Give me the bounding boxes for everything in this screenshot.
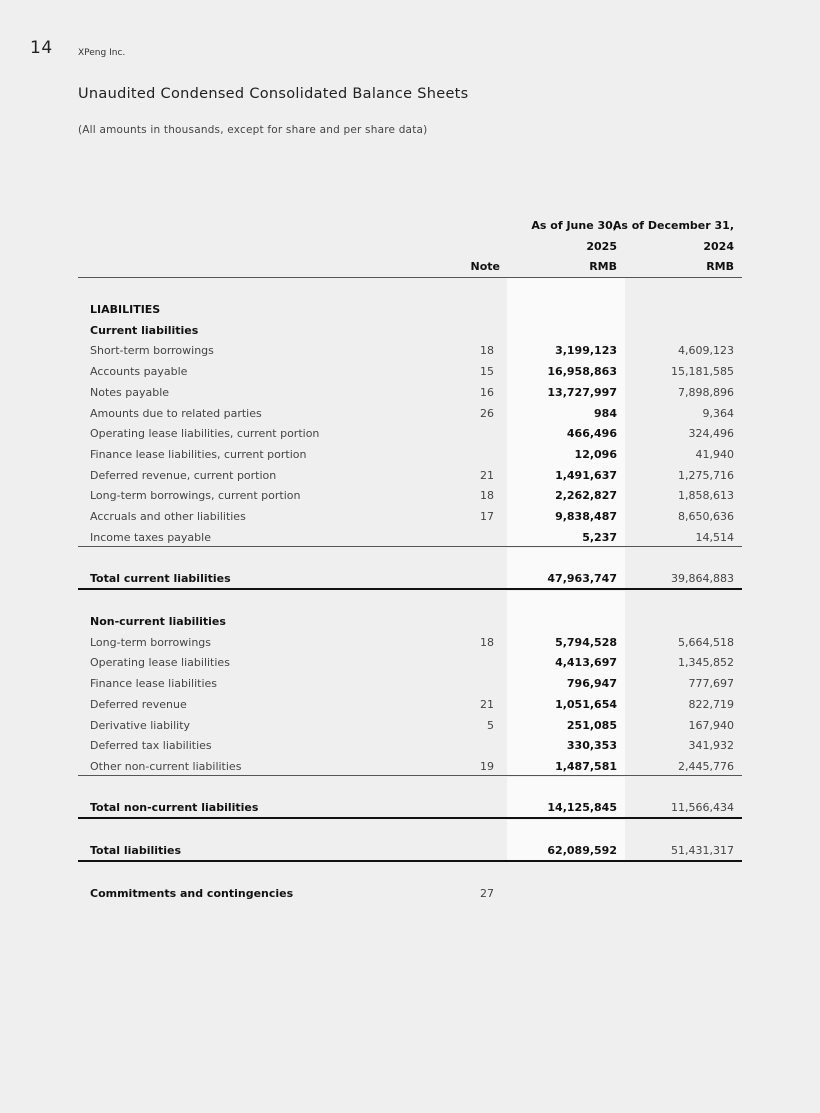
company-name: XPeng Inc. [78,48,126,58]
row-value-2025: 251,085 [566,718,617,732]
balance-sheet-table [78,216,742,916]
table-row [78,736,742,757]
page-title: Unaudited Condensed Consolidated Balance Sheets [78,86,469,102]
row-value-2024: 1,858,613 [678,489,734,503]
row-value-2025: 4,413,697 [555,656,617,670]
row-value-2024: 39,864,883 [671,572,734,585]
row-label: Notes payable [90,385,170,399]
table-row [78,466,742,487]
row-value-2024: 1,275,716 [678,468,734,482]
row-value-2025: 5,794,528 [555,635,617,649]
row-value-2025: 984 [594,406,617,420]
row-value-2025: 12,096 [574,447,617,461]
table-row [78,633,742,654]
row-label: Finance lease liabilities, current portion [90,447,307,461]
header-2024-line2: 2024 [703,239,734,253]
table-row-total [78,569,742,590]
table-row [78,341,742,362]
table-row [78,383,742,404]
table-row [78,362,742,383]
row-value-2024: 15,181,585 [671,365,734,379]
row-label: Total current liabilities [90,572,231,585]
row-value-2025: 13,727,997 [547,385,617,399]
row-value-2025: 14,125,845 [547,801,617,814]
row-value-2025: 16,958,863 [547,365,617,379]
row-value-2024: 4,609,123 [678,344,734,358]
row-value-2024: 11,566,434 [671,801,734,814]
page-subtitle: (All amounts in thousands, except for share and per share data) [78,124,428,136]
row-note: 15 [480,365,494,379]
table-row-total [78,798,742,819]
row-label: Operating lease liabilities, current portion [90,427,320,441]
header-row-2 [78,237,742,258]
table-row [78,716,742,737]
row-value-2024: 822,719 [688,697,734,711]
row-label: Accounts payable [90,365,188,379]
row-label: Deferred revenue, current portion [90,468,277,482]
row-value-2024: 14,514 [695,530,734,544]
row-value-2024: 1,345,852 [678,656,734,670]
row-value-2025: 62,089,592 [547,844,617,857]
row-value-2024: 777,697 [688,677,734,691]
row-value-2025: 1,487,581 [555,759,617,773]
row-note: 18 [480,344,494,358]
row-value-2024: 167,940 [688,718,734,732]
total-rule [78,588,742,590]
row-note: 5 [487,718,494,732]
row-value-2024: 341,932 [688,739,734,753]
row-rule [78,546,742,547]
table-row [78,445,742,466]
row-note: 26 [480,406,494,420]
row-label: LIABILITIES [90,303,161,316]
header-2025-line2: 2025 [586,239,617,253]
row-value-2025: 1,051,654 [555,697,617,711]
row-value-2025: 9,838,487 [555,510,617,523]
row-value-2024: 51,431,317 [671,844,734,857]
row-label: Finance lease liabilities [90,677,218,691]
row-note: 18 [480,635,494,649]
header-row-3 [78,257,742,278]
header-2024-line1: As of December 31, [612,219,734,232]
row-note: 18 [480,489,494,503]
header-note: Note [470,260,500,274]
row-label: Long-term borrowings [90,635,211,649]
table-row [78,321,742,342]
row-note: 19 [480,759,494,773]
table-row [78,300,742,321]
row-value-2024: 41,940 [695,447,734,461]
row-label: Accruals and other liabilities [90,510,246,523]
row-note: 16 [480,385,494,399]
header-2025-line3: RMB [589,260,617,274]
row-value-2025: 2,262,827 [555,489,617,503]
row-label: Total liabilities [90,844,182,857]
row-value-2025: 3,199,123 [555,344,617,358]
row-label: Long-term borrowings, current portion [90,489,301,503]
row-note: 21 [480,697,494,711]
row-note: 17 [480,510,494,523]
page-number: 14 [30,38,53,58]
table-row [78,884,742,905]
table-row [78,612,742,633]
table-row [78,486,742,507]
table-row [78,507,742,528]
total-rule [78,860,742,862]
header-2024-line3: RMB [706,260,734,274]
row-rule [78,775,742,776]
row-note: 27 [480,887,494,900]
row-label: Commitments and contingencies [90,887,294,900]
row-label: Short-term borrowings [90,344,214,358]
header-row-1 [78,216,742,237]
table-row [78,674,742,695]
row-value-2025: 1,491,637 [555,468,617,482]
row-label: Other non-current liabilities [90,759,242,773]
row-value-2024: 8,650,636 [678,510,734,523]
row-label: Deferred revenue [90,697,187,711]
row-note: 21 [480,468,494,482]
row-value-2024: 7,898,896 [678,385,734,399]
row-label: Income taxes payable [90,530,211,544]
row-label: Current liabilities [90,323,199,337]
row-label: Derivative liability [90,718,191,732]
row-value-2025: 796,947 [566,677,617,691]
row-label: Deferred tax liabilities [90,739,212,753]
row-value-2024: 9,364 [702,406,734,420]
table-row [78,653,742,674]
row-value-2025: 466,496 [566,427,617,441]
table-row [78,404,742,425]
row-label: Amounts due to related parties [90,406,262,420]
table-row [78,424,742,445]
row-label: Operating lease liabilities [90,656,230,670]
row-label: Total non-current liabilities [90,801,259,814]
row-value-2024: 324,496 [688,427,734,441]
header-2025-line1: As of June 30, [531,219,617,232]
row-value-2024: 2,445,776 [678,759,734,773]
total-rule [78,817,742,819]
row-label: Non-current liabilities [90,615,226,628]
row-value-2025: 47,963,747 [547,572,617,585]
row-value-2024: 5,664,518 [678,635,734,649]
header-rule [78,277,742,278]
table-row [78,695,742,716]
row-value-2025: 330,353 [566,739,617,753]
table-row-total [78,841,742,862]
row-value-2025: 5,237 [582,530,617,544]
